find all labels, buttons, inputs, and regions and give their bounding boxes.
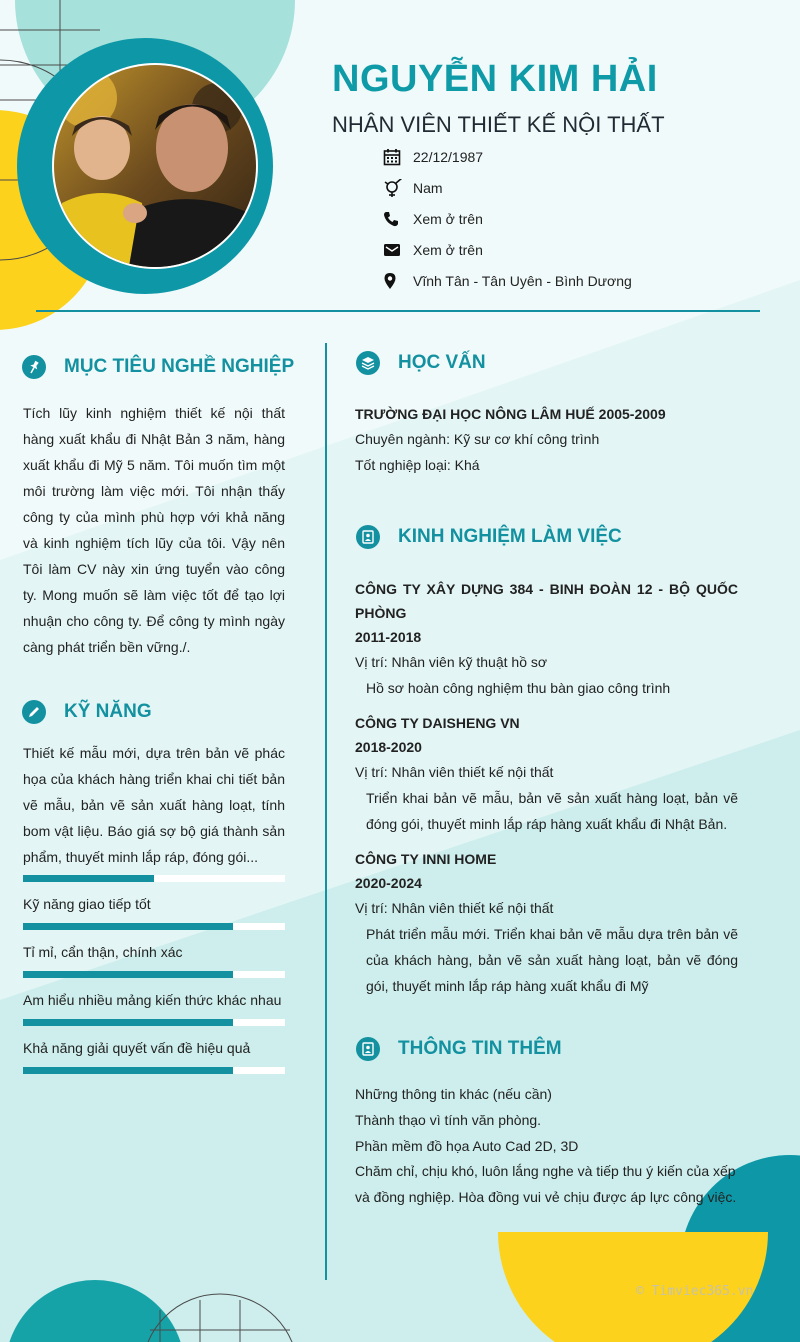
avatar [17,38,277,298]
skills-heading [22,700,152,724]
phone-icon [383,209,413,229]
additional-line: Chăm chỉ, chịu khó, luôn lắng nghe và tiếp thu ý kiến của xếp và đồng nghiệp. Hòa đồng vui vẻ chịu được áp lực công việc. [355,1163,737,1205]
additional-line: Những thông tin khác (nếu cần) [355,1086,552,1102]
objective-title: MỤC TIÊU NGHỀ NGHIỆP [64,356,295,377]
skill-bar-intro [23,875,285,882]
additional-line: Thành thạo vì tính văn phòng. [355,1112,542,1128]
additional-heading [356,1037,562,1061]
skill-bar [23,971,285,978]
objective-heading [22,355,294,379]
column-divider [325,343,327,1280]
contact-birthdate-text: 22/12/1987 [413,148,484,165]
experience-description: Hồ sơ hoàn công nghiệm thu bàn giao công trình [366,680,671,696]
experience-position: Vị trí: Nhân viên thiết kế nội thất [355,900,554,916]
experience-company: CÔNG TY INNI HOME [355,851,497,867]
calendar-icon [383,147,413,167]
contact-phone [383,203,632,234]
experience-years: 2018-2020 [355,739,422,755]
education-heading [356,351,486,375]
skill-label: Khả năng giải quyết vấn đề hiệu quả [23,1040,251,1056]
education-school: TRƯỜNG ĐẠI HỌC NÔNG LÂM HUẾ 2005-2009 [355,406,666,422]
contact-birthdate [383,141,632,172]
contact-email-text: Xem ở trên [413,241,483,258]
skill-label: Kỹ năng giao tiếp tốt [23,896,151,912]
gender-icon [383,178,413,198]
contact-email [383,234,632,265]
contact-address [383,265,632,296]
education-title: HỌC VẤN [398,352,486,373]
contact-card-icon [356,1037,380,1061]
skill-label: Tỉ mỉ, cẩn thận, chính xác [23,944,183,960]
skill-label: Am hiểu nhiều mảng kiến thức khác nhau [23,992,282,1008]
experience-description: Triển khai bản vẽ mẫu, bản vẽ sản xuất hàng loạt, bản vẽ đóng gói, thuyết minh lắp ráp hàng xuất khẩu đi Nhật Bản. [366,790,738,832]
experience-years: 2011-2018 [355,629,422,645]
skill-bar [23,1067,285,1074]
job-title: NHÂN VIÊN THIẾT KẾ NỘI THẤT [332,112,665,137]
contact-gender [383,172,632,203]
contact-card-icon [356,525,380,549]
contact-list [383,141,632,296]
additional-title: THÔNG TIN THÊM [398,1038,562,1059]
experience-item [355,847,738,999]
skill-bar [23,923,285,930]
skills-intro: Thiết kế mẫu mới, dựa trên bản vẽ phác họa của khách hàng triển khai chi tiết bản vẽ mẫu, bản vẽ sản xuất hàng loạt, tính bom vật liệu. Báo giá sợ bộ giá thành sản phẩm, thuyết minh lắp ráp, đóng gói... [23,745,285,865]
experience-years: 2020-2024 [355,875,422,891]
additional-line: Phần mềm đồ họa Auto Cad 2D, 3D [355,1138,579,1154]
contact-address-text: Vĩnh Tân - Tân Uyên - Bình Dương [413,272,632,289]
skill-bar [23,1019,285,1026]
experience-company: CÔNG TY DAISHENG VN [355,715,520,731]
experience-heading [356,525,622,549]
candidate-name: NGUYỄN KIM HẢI [332,58,658,100]
experience-item [355,577,738,701]
email-icon [383,240,413,260]
header-divider [36,310,760,312]
pencil-icon [22,700,46,724]
layers-icon [356,351,380,375]
location-pin-icon [383,271,413,291]
experience-position: Vị trí: Nhân viên kỹ thuật hồ sơ [355,654,548,670]
experience-position: Vị trí: Nhân viên thiết kế nội thất [355,764,554,780]
objective-text: Tích lũy kinh nghiệm thiết kế nội thất hàng xuất khẩu đi Nhật Bản 3 năm, hàng xuất khẩu đi Mỹ 5 năm. Tôi muốn tìm một môi trường làm việc mới. Tôi nhận thấy công ty của mình phù hợp với khả năng và kinh nghiệm tích lũy của tôi. Vậy nên Tôi làm CV này xin ứng tuyển vào công ty. Mong muốn sẽ làm việc tốt để tạo lợi nhuận cho công ty. Để công ty mình ngày càng phát triển bền vững./. [23,405,285,655]
education-major: Chuyên ngành: Kỹ sư cơ khí công trình [355,431,600,447]
experience-item [355,711,738,837]
education-grade: Tốt nghiệp loại: Khá [355,457,480,473]
watermark: © Timviec365.vn [636,1284,754,1299]
experience-description: Phát triển mẫu mới. Triển khai bản vẽ mẫu dựa trên bản vẽ của khách hàng, bản vẽ sản xuất hàng loạt, bản vẽ đóng gói, thuyết minh lắp ráp hàng xuất khẩu đi Mỹ [366,926,738,994]
experience-title: KINH NGHIỆM LÀM VIỆC [398,526,622,547]
experience-company: CÔNG TY XÂY DỰNG 384 - BINH ĐOÀN 12 - BỘ QUỐC PHÒNG [355,581,738,621]
skills-title: KỸ NĂNG [64,701,152,722]
contact-phone-text: Xem ở trên [413,210,483,227]
pin-icon [22,355,46,379]
contact-gender-text: Nam [413,179,443,196]
